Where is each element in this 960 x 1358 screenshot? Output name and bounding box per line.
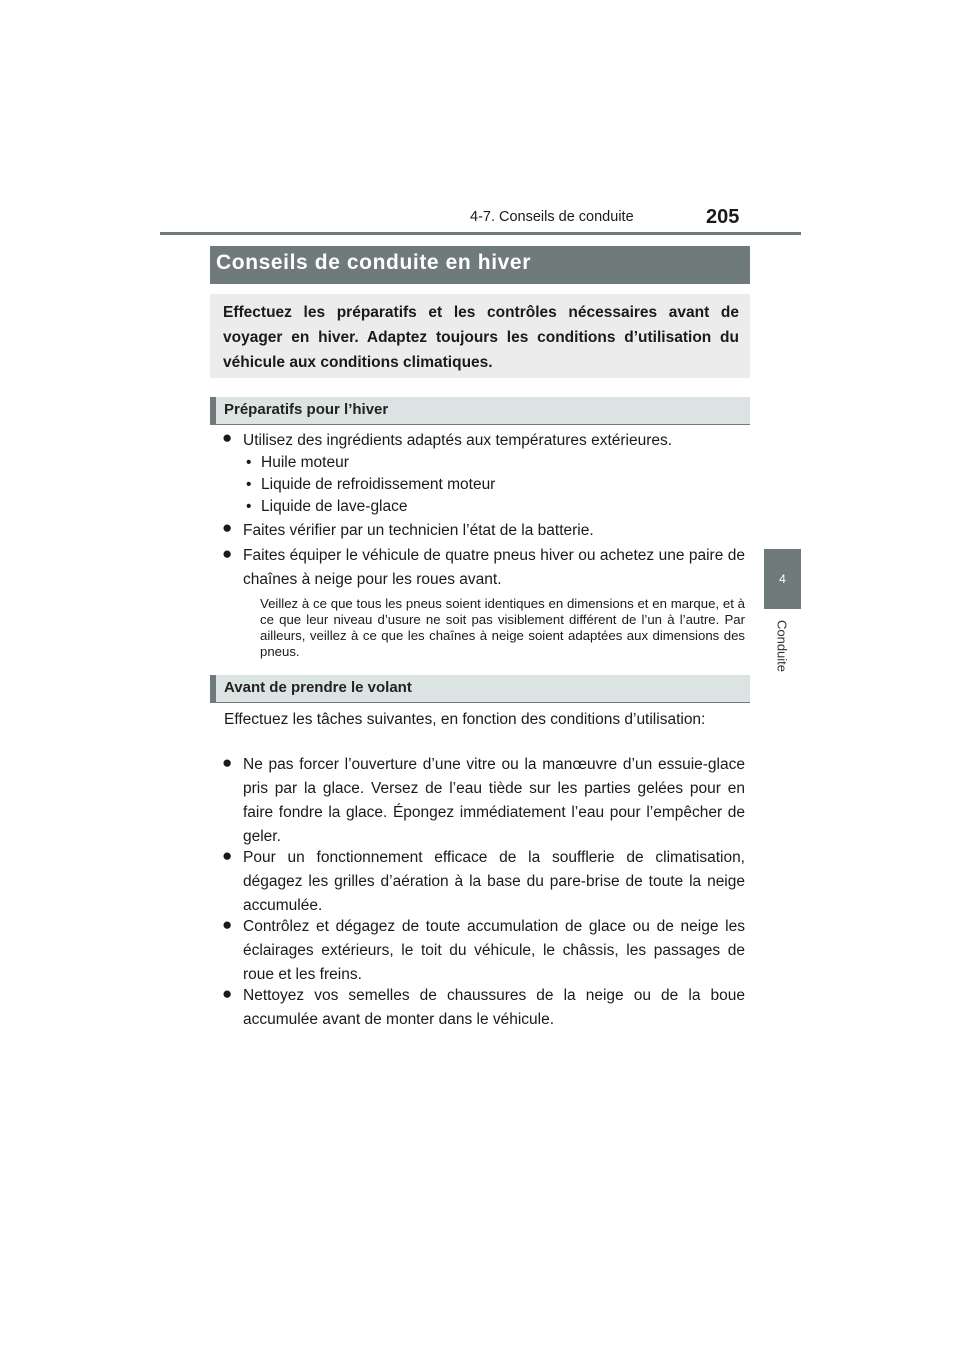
list-item: Contrôlez et dégagez de toute accumulation de glace ou de neige les éclairages extérieurs, le toit du véhicule, le châssis, les passages de roue et les freins. — [243, 918, 745, 983]
section-heading-label: Préparatifs pour l’hiver — [224, 401, 389, 418]
page-number: 205 — [706, 206, 740, 228]
bullet-icon: ● — [222, 518, 233, 537]
section-accent — [210, 397, 216, 424]
sub-list-item: Huile moteur — [261, 454, 349, 471]
chapter-tab: 4 — [764, 549, 801, 609]
list-item: Faites équiper le véhicule de quatre pneus hiver ou achetez une paire de chaînes à neige pour les roues avant. — [243, 547, 745, 588]
sub-list-item: Liquide de lave-glace — [261, 498, 408, 515]
sub-bullet-icon: • — [246, 498, 252, 515]
section-rule — [210, 702, 750, 703]
bullet-icon: ● — [222, 544, 233, 563]
sub-list-item: Liquide de refroidissement moteur — [261, 476, 496, 493]
chapter-tab-label — [770, 615, 794, 677]
bullet-icon: ● — [222, 428, 233, 447]
chapter-tab-label-text: Conduite — [774, 619, 790, 673]
bullet-icon: ● — [222, 915, 233, 934]
section-intro: Effectuez les tâches suivantes, en fonction des conditions d’utilisation: — [224, 711, 706, 728]
bullet-icon: ● — [222, 984, 233, 1003]
list-item: Pour un fonctionnement efficace de la soufflerie de climatisation, dégagez les grilles d’aération à la base du pare-brise de toute la neige accumulée. — [243, 849, 745, 914]
bullet-icon: ● — [222, 846, 233, 865]
list-item: Ne pas forcer l’ouverture d’une vitre ou la manœuvre d’un essuie-glace pris par la glace. Versez de l’eau tiède sur les parties gelées pour en faire fondre la glace. Épongez immédiatement l’eau pour l’empêcher de geler. — [243, 756, 745, 845]
section-heading-label: Avant de prendre le volant — [224, 679, 412, 696]
chapter-title: 4-7. Conseils de conduite — [470, 209, 634, 225]
section-accent — [210, 675, 216, 702]
header-rule — [160, 232, 801, 235]
page-title: Conseils de conduite en hiver — [216, 251, 531, 274]
list-item: Utilisez des ingrédients adaptés aux températures extérieures. — [243, 432, 673, 449]
sub-bullet-icon: • — [246, 476, 252, 493]
list-item: Faites vérifier par un technicien l’état de la batterie. — [243, 522, 594, 539]
section-heading-before-driving — [210, 675, 750, 702]
sub-bullet-icon: • — [246, 454, 252, 471]
list-item: Nettoyez vos semelles de chaussures de la neige ou de la boue accumulée avant de monter dans le véhicule. — [243, 987, 745, 1028]
note-text: Veillez à ce que tous les pneus soient identiques en dimensions et en marque, et à ce que leur niveau d’usure ne soit pas visiblement différent de l’un à l’autre. Par ailleurs, veillez à ce que les chaînes à neige soient adaptées aux dimensions des pneus. — [260, 596, 745, 659]
bullet-icon: ● — [222, 753, 233, 772]
section-heading-preparation — [210, 397, 750, 424]
intro-text: Effectuez les préparatifs et les contrôles nécessaires avant de voyager en hiver. Adaptez toujours les conditions d’utilisation du véhicule aux conditions climatiques. — [223, 304, 739, 371]
section-rule — [210, 424, 750, 425]
